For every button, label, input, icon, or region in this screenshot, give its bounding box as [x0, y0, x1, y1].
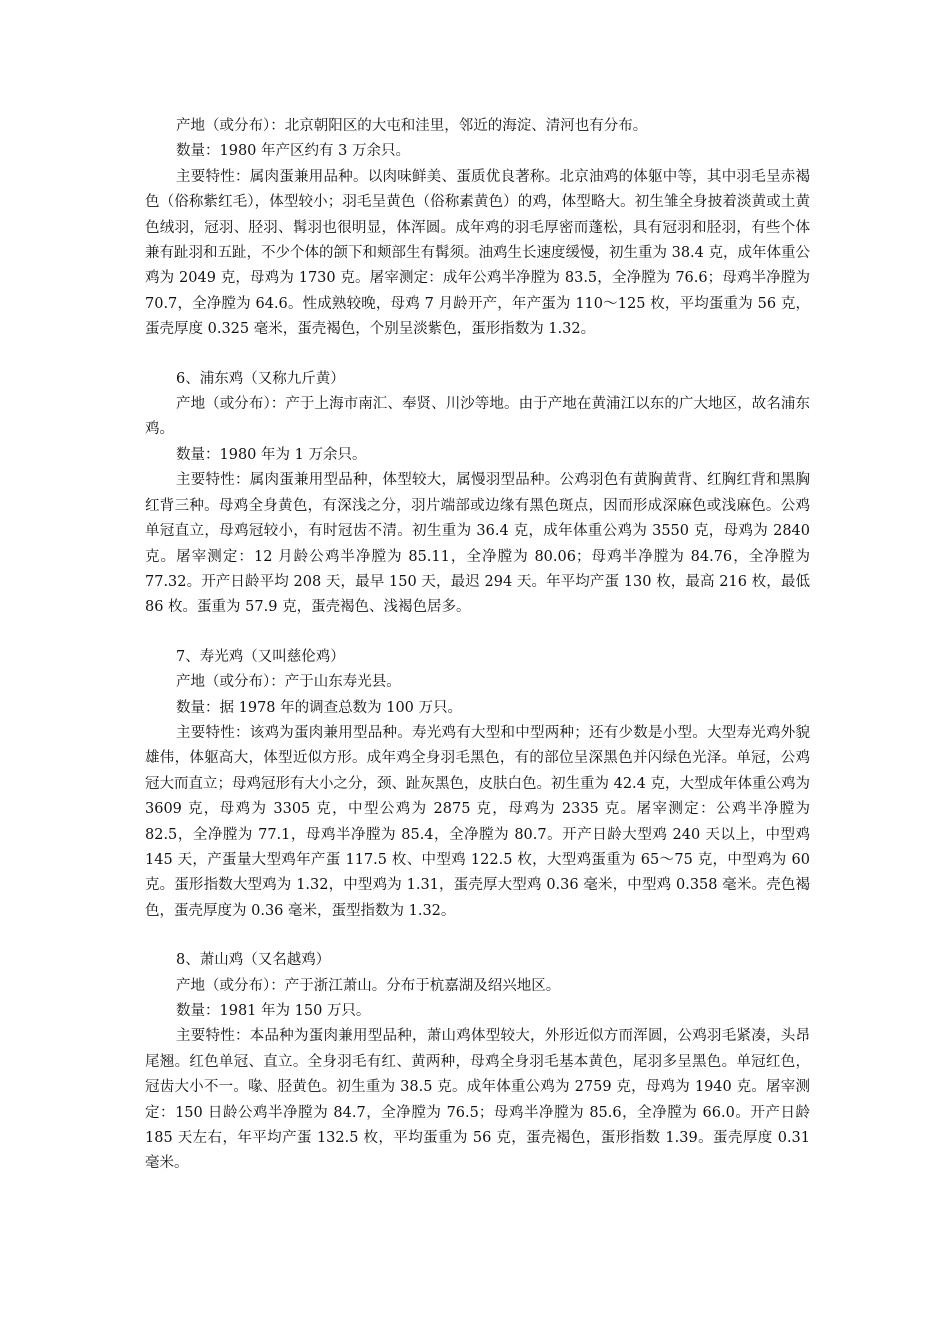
quantity-label: 数量：: [176, 446, 220, 463]
quantity-label: 数量：: [176, 1003, 220, 1019]
section-heading: 8、萧山鸡（又名越鸡）: [176, 952, 331, 969]
traits-paragraph: [145, 165, 810, 343]
quantity-line: [145, 696, 810, 721]
traits-text: 属肉蛋兼用品种。以肉味鲜美、蛋质优良著称。北京油鸡的体躯中等，其中羽毛呈赤褐色（俗称紫红毛），体型较小；羽毛呈黄色（俗称素黄色）的鸡，体型略大。初生雏全身披着淡黄或土黄色绒羽，冠羽、胫羽、髯羽也很明显，体浑圆。成年鸡的羽毛厚密而蓬松，具有冠羽和胫羽，有些个体兼有趾羽和五趾，不少个体的颌下和颊部生有髯须。油鸡生长速度缓慢，初生重为 38.4 克，成年体重公鸡为 2049 克，母鸡为 1730 克。屠宰测定：成年公鸡半净膛为 83.5，全净膛为 76.6；母鸡半净膛为 70.7，全净膛为 64.6。性成熟较晚，母鸡 7 月龄开产，年产蛋为 110～125 枚，平均蛋重为 56 克，蛋壳厚度 0.325 毫米，蛋壳褐色，个别呈淡紫色，蛋形指数为 1.32。: [145, 168, 810, 338]
origin-text: 北京朝阳区的大屯和洼里，邻近的海淀、清河也有分布。: [284, 118, 648, 134]
quantity-label: 数量：: [176, 699, 220, 716]
traits-label: 主要特性：: [176, 168, 250, 185]
origin-line: [145, 974, 810, 999]
origin-text: 产于山东寿光县。: [284, 674, 401, 691]
quantity-text: 据 1978 年的调查总数为 100 万只。: [219, 699, 463, 716]
quantity-text: 1980 年产区约有 3 万余只。: [219, 143, 410, 160]
traits-paragraph: [145, 721, 810, 924]
document-page: [145, 114, 810, 1177]
traits-paragraph: [145, 468, 810, 620]
traits-text: 该鸡为蛋肉兼用型品种。寿光鸡有大型和中型两种；还有少数是小型。大型寿光鸡外貌雄伟，体躯高大，体型近似方形。成年鸡全身羽毛黑色，有的部位呈深黑色并闪绿色光泽。单冠，公鸡冠大而直立；母鸡冠形有大小之分，颈、趾灰黑色，皮肤白色。初生重为 42.4 克，大型成年体重公鸡为 3609 克，母鸡为 3305 克，中型公鸡为 2875 克，母鸡为 2335 克。屠宰测定：公鸡半净膛为 82.5，全净膛为 77.1，母鸡半净膛为 85.4，全净膛为 80.7。开产日龄大型鸡 240 天以上，中型鸡 145 天，产蛋量大型鸡年产蛋 117.5 枚、中型鸡 122.5 枚，大型鸡蛋重为 65～75 克，中型鸡为 60 克。蛋形指数大型鸡为 1.32，中型鸡为 1.31，蛋壳厚大型鸡 0.36 毫米，中型鸡 0.358 毫米。壳色褐色，蛋壳厚度为 0.36 毫米，蛋型指数为 1.32。: [145, 724, 810, 919]
traits-label: 主要特性：: [176, 1028, 250, 1045]
breed-section-pudong: [145, 367, 810, 621]
origin-label: 产地（或分布）：: [176, 977, 285, 994]
origin-line: [145, 114, 810, 139]
breed-section-xiaoshan: [145, 948, 810, 1177]
traits-paragraph: [145, 1024, 810, 1176]
section-heading: 7、寿光鸡（又叫慈伦鸡）: [176, 648, 345, 665]
quantity-label: 数量：: [176, 143, 220, 160]
quantity-line: [145, 139, 810, 164]
traits-label: 主要特性：: [176, 724, 250, 741]
origin-label: 产地（或分布）：: [176, 118, 285, 134]
origin-line: [145, 392, 810, 443]
quantity-line: [145, 443, 810, 468]
origin-line: [145, 670, 810, 695]
breed-section-shouguang: [145, 645, 810, 924]
origin-text: 产于上海市南汇、奉贤、川沙等地。由于产地在黄浦江以东的广大地区，故名浦东鸡。: [145, 396, 811, 438]
quantity-text: 1980 年为 1 万余只。: [219, 446, 367, 463]
breed-section-beijing-youji: [145, 114, 810, 343]
origin-label: 产地（或分布）：: [176, 396, 286, 413]
traits-label: 主要特性：: [176, 472, 250, 489]
origin-text: 产于浙江萧山。分布于杭嘉湖及绍兴地区。: [284, 977, 561, 994]
quantity-text: 1981 年为 150 万只。: [219, 1003, 371, 1019]
origin-label: 产地（或分布）：: [176, 674, 285, 691]
traits-text: 属肉蛋兼用型品种，体型较大，属慢羽型品种。公鸡羽色有黄胸黄背、红胸红背和黑胸红背三种。母鸡全身黄色，有深浅之分，羽片端部或边缘有黑色斑点，因而形成深麻色或浅麻色。公鸡单冠直立，母鸡冠较小，有时冠齿不清。初生重为 36.4 克，成年体重公鸡为 3550 克，母鸡为 2840 克。屠宰测定：12 月龄公鸡半净膛为 85.11，全净膛为 80.06；母鸡半净膛为 84.76，全净膛为 77.32。开产日龄平均 208 天，最早 150 天，最迟 294 天。年平均产蛋 130 枚，最高 216 枚，最低 86 枚。蛋重为 57.9 克，蛋壳褐色、浅褐色居多。: [145, 472, 810, 616]
quantity-line: [145, 999, 810, 1024]
traits-text: 本品种为蛋肉兼用型品种，萧山鸡体型较大，外形近似方而浑圆，公鸡羽毛紧凑，头昂尾翘。红色单冠、直立。全身羽毛有红、黄两种，母鸡全身羽毛基本黄色，尾羽多呈黑色。单冠红色，冠齿大小不一。喙、胫黄色。初生重为 38.5 克。成年体重公鸡为 2759 克，母鸡为 1940 克。屠宰测定：150 日龄公鸡半净膛为 84.7，全净膛为 76.5；母鸡半净膛为 85.6，全净膛为 66.0。开产日龄 185 天左右，年平均产蛋 132.5 枚，平均蛋重为 56 克，蛋壳褐色，蛋形指数 1.39。蛋壳厚度 0.31 毫米。: [145, 1028, 810, 1172]
section-heading: 6、浦东鸡（又称九斤黄）: [176, 370, 345, 387]
